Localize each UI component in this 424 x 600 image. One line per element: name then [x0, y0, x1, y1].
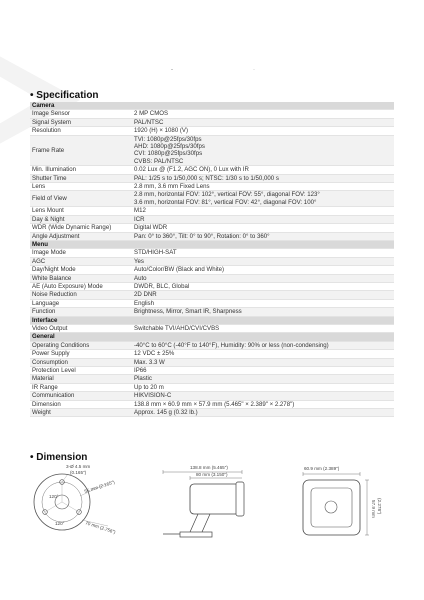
- spec-value: [132, 392, 394, 400]
- spec-value-line: 2.8 mm, horizontal FOV: 102°, vertical FOV: 55°, diagonal FOV: 123°: [134, 191, 320, 199]
- spec-category-row: [30, 240, 394, 248]
- spec-row: [30, 174, 394, 182]
- spec-row: [30, 409, 394, 417]
- spec-key: Dimension: [30, 400, 132, 408]
- spec-value: [132, 215, 394, 223]
- dim-side-total: 138.8 mm (5.465"): [190, 465, 228, 470]
- spec-value-line: 2.8 mm, 3.6 mm Fixed Lens: [134, 183, 210, 191]
- spec-value-line: Switchable TVI/AHD/CVI/CVBS: [134, 324, 220, 332]
- dim-base-holes: 3-Ø 4.5 mm: [66, 464, 91, 469]
- spec-row: [30, 291, 394, 299]
- spec-category-label: Camera: [30, 102, 394, 110]
- spec-category-label: Menu: [30, 240, 394, 248]
- spec-row: [30, 341, 394, 349]
- spec-row: [30, 166, 394, 174]
- spec-value: [132, 174, 394, 182]
- spec-value-line: Pan: 0° to 360°, Tilt: 0° to 90°, Rotation: 0° to 360°: [134, 232, 270, 240]
- spec-row: [30, 299, 394, 307]
- spec-value-line: ICR: [134, 215, 145, 223]
- spec-row: [30, 266, 394, 274]
- spec-key: Shutter Time: [30, 174, 132, 182]
- bullet: •: [30, 452, 34, 463]
- spec-category-label: General: [30, 333, 394, 341]
- spec-value: [132, 375, 394, 383]
- spec-value-line: -40°C to 60°C (-40°F to 140°F), Humidity: 90% or less (non-condensing): [134, 341, 329, 349]
- spec-value: [132, 224, 394, 232]
- spec-row: [30, 400, 394, 408]
- spec-value: [132, 367, 394, 375]
- spec-row: [30, 191, 394, 207]
- specification-table: [30, 102, 394, 417]
- header-mark-secondary: ·: [253, 67, 255, 73]
- spec-value-line: Brightness, Mirror, Smart IR, Sharpness: [134, 308, 242, 316]
- spec-value-line: 12 VDC ± 25%: [134, 350, 175, 358]
- specification-heading: [30, 90, 99, 101]
- side-view-drawing: [163, 470, 244, 537]
- spec-key: Video Output: [30, 324, 132, 332]
- spec-row: [30, 383, 394, 391]
- spec-category-row: [30, 316, 394, 324]
- spec-key: Field of View: [30, 191, 132, 207]
- dim-side-body: 80 mm (3.150"): [196, 472, 228, 477]
- spec-value: [132, 257, 394, 265]
- spec-row: [30, 274, 394, 282]
- spec-value: [132, 207, 394, 215]
- spec-key: Image Mode: [30, 249, 132, 257]
- spec-value-line: 1920 (H) × 1080 (V): [134, 127, 189, 135]
- bullet: •: [30, 90, 34, 101]
- spec-value-line: CVBS: PAL/NTSC: [134, 157, 184, 165]
- spec-row: [30, 324, 394, 332]
- spec-key: AGC: [30, 257, 132, 265]
- spec-value: [132, 409, 394, 417]
- spec-value: [132, 135, 394, 166]
- spec-key: IR Range: [30, 383, 132, 391]
- spec-key: Day & Night: [30, 215, 132, 223]
- spec-key: White Balance: [30, 274, 132, 282]
- spec-key: WDR (Wide Dynamic Range): [30, 224, 132, 232]
- spec-key: Frame Rate: [30, 135, 132, 166]
- spec-key: Operating Conditions: [30, 341, 132, 349]
- spec-row: [30, 183, 394, 191]
- spec-value: [132, 383, 394, 391]
- spec-row: [30, 350, 394, 358]
- spec-value-line: M12: [134, 207, 146, 215]
- spec-value-line: Up to 20 m: [134, 383, 164, 391]
- spec-row: [30, 118, 394, 126]
- spec-key: Function: [30, 308, 132, 316]
- spec-row: [30, 367, 394, 375]
- spec-value: [132, 183, 394, 191]
- base-plate-drawing: [34, 474, 108, 530]
- spec-value: [132, 400, 394, 408]
- dimension-heading-text: Dimension: [36, 452, 88, 463]
- spec-category-label: Interface: [30, 316, 394, 324]
- dim-base-holes-in: (0.165"): [70, 470, 87, 475]
- spec-key: Weight: [30, 409, 132, 417]
- spec-value: [132, 358, 394, 366]
- spec-value-line: English: [134, 299, 154, 307]
- spec-value: [132, 341, 394, 349]
- spec-key: Communication: [30, 392, 132, 400]
- header-mark: -: [171, 67, 173, 73]
- spec-row: [30, 135, 394, 166]
- spec-row: [30, 375, 394, 383]
- dim-front-height: 57.9 mm: [371, 500, 376, 518]
- spec-value: [132, 299, 394, 307]
- spec-key: Lens: [30, 183, 132, 191]
- spec-category-row: [30, 333, 394, 341]
- spec-key: Day/Night Mode: [30, 266, 132, 274]
- spec-value-line: 138.8 mm × 60.9 mm × 57.9 mm (5.465" × 2.389" × 2.278"): [134, 400, 295, 408]
- dim-base-angle-2: 120°: [55, 521, 65, 526]
- spec-value-line: TVI: 1080p@25fps/30fps: [134, 135, 202, 143]
- spec-row: [30, 207, 394, 215]
- spec-row: [30, 282, 394, 290]
- spec-category-row: [30, 102, 394, 110]
- spec-value-line: Approx. 145 g (0.32 lb.): [134, 409, 198, 417]
- spec-value-line: DWDR, BLC, Global: [134, 282, 190, 290]
- spec-value-line: HIKVISION-C: [134, 392, 172, 400]
- spec-key: Protection Level: [30, 367, 132, 375]
- spec-row: [30, 392, 394, 400]
- spec-row: [30, 249, 394, 257]
- spec-row: [30, 224, 394, 232]
- spec-key: Language: [30, 299, 132, 307]
- dim-base-angle-1: 120°: [49, 494, 59, 499]
- spec-value-line: Digital WDR: [134, 224, 168, 232]
- spec-value-line: IP66: [134, 367, 147, 374]
- spec-value: [132, 118, 394, 126]
- spec-key: Lens Mount: [30, 207, 132, 215]
- dimension-drawings: [30, 462, 394, 552]
- spec-key: Resolution: [30, 127, 132, 135]
- spec-key: Angle Adjustment: [30, 232, 132, 240]
- spec-value: [132, 166, 394, 174]
- spec-key: Min. Illumination: [30, 166, 132, 174]
- spec-value: [132, 291, 394, 299]
- spec-value-line: AHD: 1080p@25fps/30fps: [134, 143, 205, 151]
- spec-value-line: 3.6 mm, horizontal FOV: 81°, vertical FOV: 42°, diagonal FOV: 100°: [134, 198, 317, 206]
- spec-key: Consumption: [30, 358, 132, 366]
- spec-key: AE (Auto Exposure) Mode: [30, 282, 132, 290]
- specification-heading-text: Specification: [36, 90, 99, 101]
- spec-row: [30, 110, 394, 118]
- spec-value-line: 0.02 Lux @ (F1.2, AGC ON), 0 Lux with IR: [134, 166, 249, 174]
- dim-front-width: 60.9 mm (2.389"): [304, 466, 340, 471]
- spec-key: Noise Reduction: [30, 291, 132, 299]
- spec-value-line: CVI: 1080p@25fps/30fps: [134, 150, 203, 158]
- spec-value: [132, 127, 394, 135]
- spec-value-line: 2D DNR: [134, 291, 157, 299]
- spec-value: [132, 110, 394, 118]
- spec-value-line: Auto: [134, 274, 147, 282]
- spec-key: Image Sensor: [30, 110, 132, 118]
- spec-row: [30, 232, 394, 240]
- spec-value-line: Max. 3.3 W: [134, 358, 165, 366]
- dim-base-bottom: 70 mm (2.756"): [84, 520, 117, 535]
- spec-value-line: Plastic: [134, 375, 152, 383]
- spec-value-line: STD/HIGH-SAT: [134, 249, 177, 257]
- spec-key: Signal System: [30, 118, 132, 126]
- spec-value: [132, 308, 394, 316]
- spec-value-line: Yes: [134, 257, 144, 265]
- spec-row: [30, 257, 394, 265]
- spec-row: [30, 358, 394, 366]
- spec-row: [30, 127, 394, 135]
- dim-front-height-in: (2.278"): [377, 498, 382, 515]
- spec-value: [132, 232, 394, 240]
- spec-row: [30, 308, 394, 316]
- spec-value: [132, 249, 394, 257]
- spec-value: [132, 191, 394, 207]
- spec-key: Material: [30, 375, 132, 383]
- spec-value-line: PAL: 1/25 s to 1/50,000 s; NTSC: 1/30 s to 1/50,000 s: [134, 174, 279, 182]
- spec-value: [132, 282, 394, 290]
- spec-value: [132, 350, 394, 358]
- spec-value-line: Auto/Color/BW (Black and White): [134, 266, 225, 274]
- spec-value: [132, 324, 394, 332]
- spec-value: [132, 266, 394, 274]
- spec-value-line: PAL/NTSC: [134, 118, 164, 126]
- dim-base-diameter: 55 mm (2.165"): [83, 479, 116, 494]
- front-view-drawing: [303, 472, 369, 535]
- spec-value-line: 2 MP CMOS: [134, 110, 169, 118]
- spec-row: [30, 215, 394, 223]
- spec-value: [132, 274, 394, 282]
- spec-key: Power Supply: [30, 350, 132, 358]
